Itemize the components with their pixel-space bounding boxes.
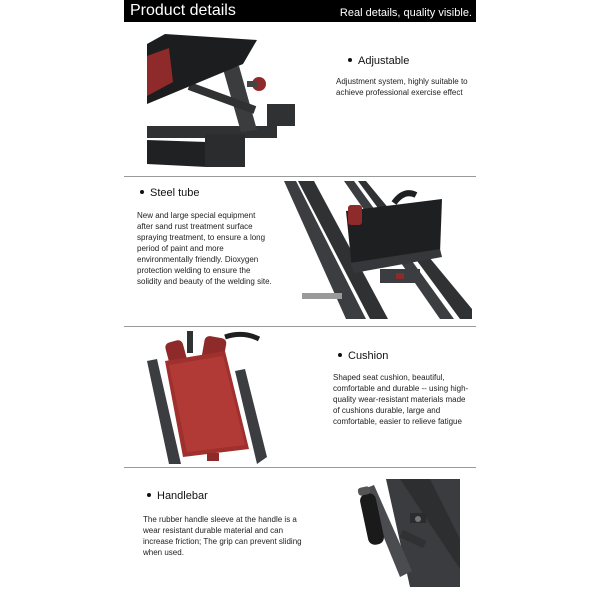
section-heading-handlebar: Handlebar xyxy=(147,489,208,503)
red-cushion-photo xyxy=(147,331,267,464)
section-text-handlebar: The rubber handle sleeve at the handle is a wear resistant durable material and can increase friction; The grip can prevent sliding when used. xyxy=(143,515,302,557)
section-heading-cushion: Cushion xyxy=(338,349,388,363)
adjustable-seat-photo xyxy=(147,34,299,167)
bullet-dot-icon xyxy=(147,493,151,497)
page-tagline: Real details, quality visible. xyxy=(339,7,472,19)
bullet-dot-icon xyxy=(338,353,342,357)
section-text-cushion: Shaped seat cushion, beautiful, comfortable and durable -- using high-quality wear-resistant materials made of cushions durable, large and comfortable, easier to relieve fatigue xyxy=(333,373,469,426)
section-divider xyxy=(124,176,476,177)
section-divider xyxy=(124,326,476,327)
page-header xyxy=(124,0,476,22)
section-divider xyxy=(124,467,476,468)
section-text-adjustable: Adjustment system, highly suitable to achieve professional exercise effect xyxy=(336,77,468,97)
section-heading-adjustable: Adjustable xyxy=(348,54,409,68)
handlebar-photo xyxy=(350,479,460,587)
bullet-dot-icon xyxy=(348,58,352,62)
steel-frame-photo xyxy=(284,181,472,319)
section-text-steel-tube: New and large special equipment after sand rust treatment surface spraying treatment, to ensure a long period of paint and more environmentally friendly. Dioxygen protection welding to ensure the solidity and beauty of the welding site. xyxy=(137,211,272,286)
section-heading-steel-tube: Steel tube xyxy=(140,186,200,200)
page-title: Product details xyxy=(130,2,236,19)
bullet-dot-icon xyxy=(140,190,144,194)
